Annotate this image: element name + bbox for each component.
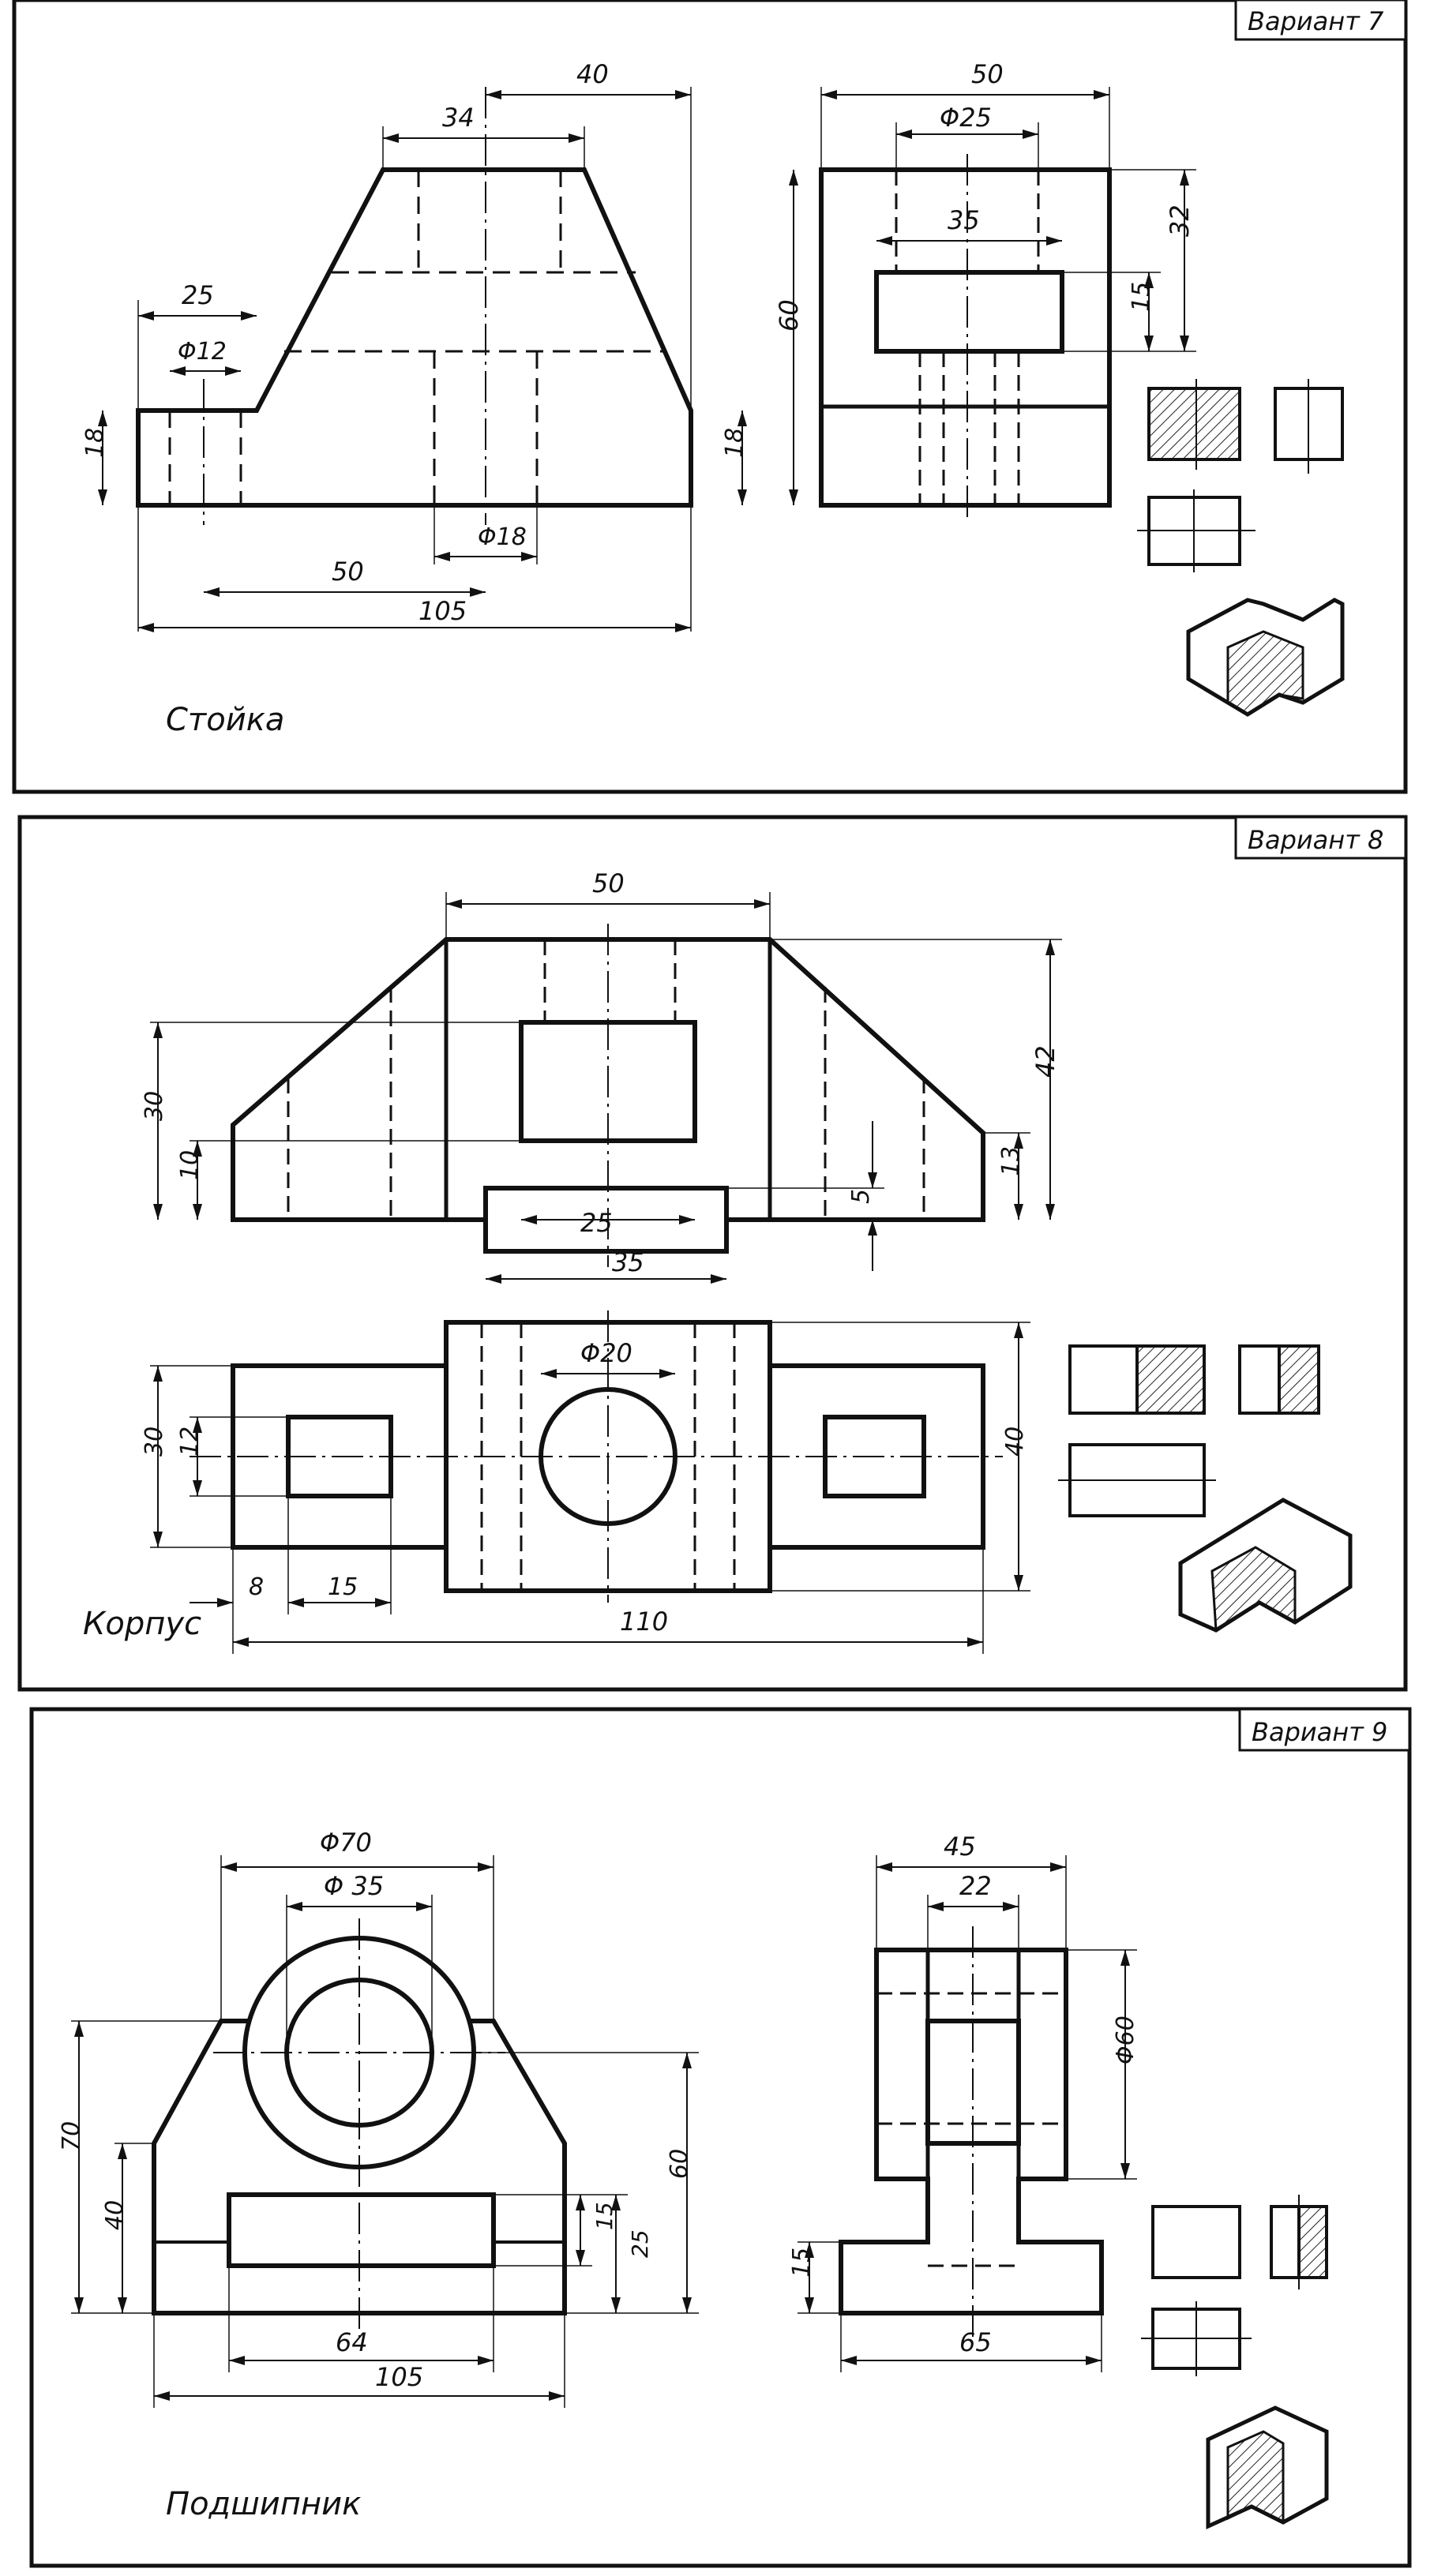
variant-9-tag: Вариант 9 (1252, 1717, 1388, 1747)
v7-side-50: 50 (971, 59, 1004, 89)
v9-dim-25: 25 (627, 2229, 653, 2258)
v9-side-22: 22 (959, 1871, 992, 1901)
v8-part-name: Корпус (83, 1606, 202, 1642)
v8-plan-110: 110 (620, 1607, 669, 1637)
variant-8-tag: Вариант 8 (1248, 825, 1384, 855)
v7-side-60: 60 (774, 299, 804, 332)
v7-part-name: Стойка (166, 702, 285, 738)
variant-8-panel (20, 817, 1406, 1689)
v9-dim-40: 40 (101, 2199, 129, 2230)
variant-9-panel (32, 1709, 1409, 2566)
v7-dim-phi18: Φ18 (478, 523, 527, 551)
v7-side-35: 35 (948, 205, 980, 235)
v9-dim-70: 70 (58, 2120, 85, 2151)
v9-side-65: 65 (959, 2327, 992, 2357)
v7-dim-phi12: Φ12 (178, 338, 227, 366)
v7-dim-18-left: 18 (81, 427, 109, 458)
v7-dim-18-right: 18 (721, 427, 749, 458)
v9-side-15: 15 (788, 2247, 816, 2278)
v7-section-hints (1137, 379, 1342, 714)
variant-7-panel (14, 0, 1406, 792)
v9-dim-phi35: Φ 35 (324, 1871, 385, 1901)
v8-dim-13: 13 (997, 1146, 1025, 1176)
v9-part-name: Подшипник (166, 2486, 362, 2522)
v8-dim-10: 10 (176, 1149, 204, 1180)
podshipnik-side-view (798, 1855, 1137, 2372)
v8-dim-50: 50 (592, 868, 625, 898)
v9-dim-105: 105 (375, 2362, 424, 2392)
v9-dim-15: 15 (591, 2202, 617, 2230)
v8-dim-25: 25 (580, 1208, 613, 1238)
v7-side-phi25: Φ25 (940, 103, 992, 133)
v7-side-32: 32 (1165, 204, 1195, 237)
v8-plan-8: 8 (249, 1573, 265, 1601)
v7-dim-40: 40 (576, 59, 609, 89)
v9-dim-60: 60 (666, 2148, 693, 2179)
v8-dim-42: 42 (1030, 1045, 1060, 1078)
v9-section-hints (1141, 2195, 1327, 2526)
v8-dim-30: 30 (141, 1090, 168, 1121)
v7-dim-50: 50 (332, 557, 364, 587)
v8-plan-30: 30 (141, 1426, 168, 1457)
v7-dim-105: 105 (418, 596, 467, 626)
v8-section-hints (1058, 1346, 1350, 1630)
podshipnik-front-view (71, 1855, 699, 2408)
v8-dim-5: 5 (847, 1188, 875, 1204)
v8-dim-phi20: Φ20 (580, 1338, 632, 1368)
v8-dim-35: 35 (612, 1247, 644, 1277)
v9-side-phi60: Φ60 (1112, 2015, 1139, 2064)
v9-dim-64: 64 (336, 2327, 368, 2357)
v7-dim-25: 25 (182, 280, 214, 310)
v9-side-45: 45 (944, 1832, 976, 1862)
variant-7-tag: Вариант 7 (1248, 6, 1384, 36)
v7-dim-34: 34 (442, 103, 475, 133)
v8-plan-12: 12 (176, 1426, 204, 1457)
v9-dim-phi70: Φ70 (320, 1828, 372, 1858)
v8-plan-15: 15 (328, 1573, 358, 1601)
v8-plan-40: 40 (1001, 1426, 1029, 1457)
v7-side-15: 15 (1128, 281, 1155, 312)
